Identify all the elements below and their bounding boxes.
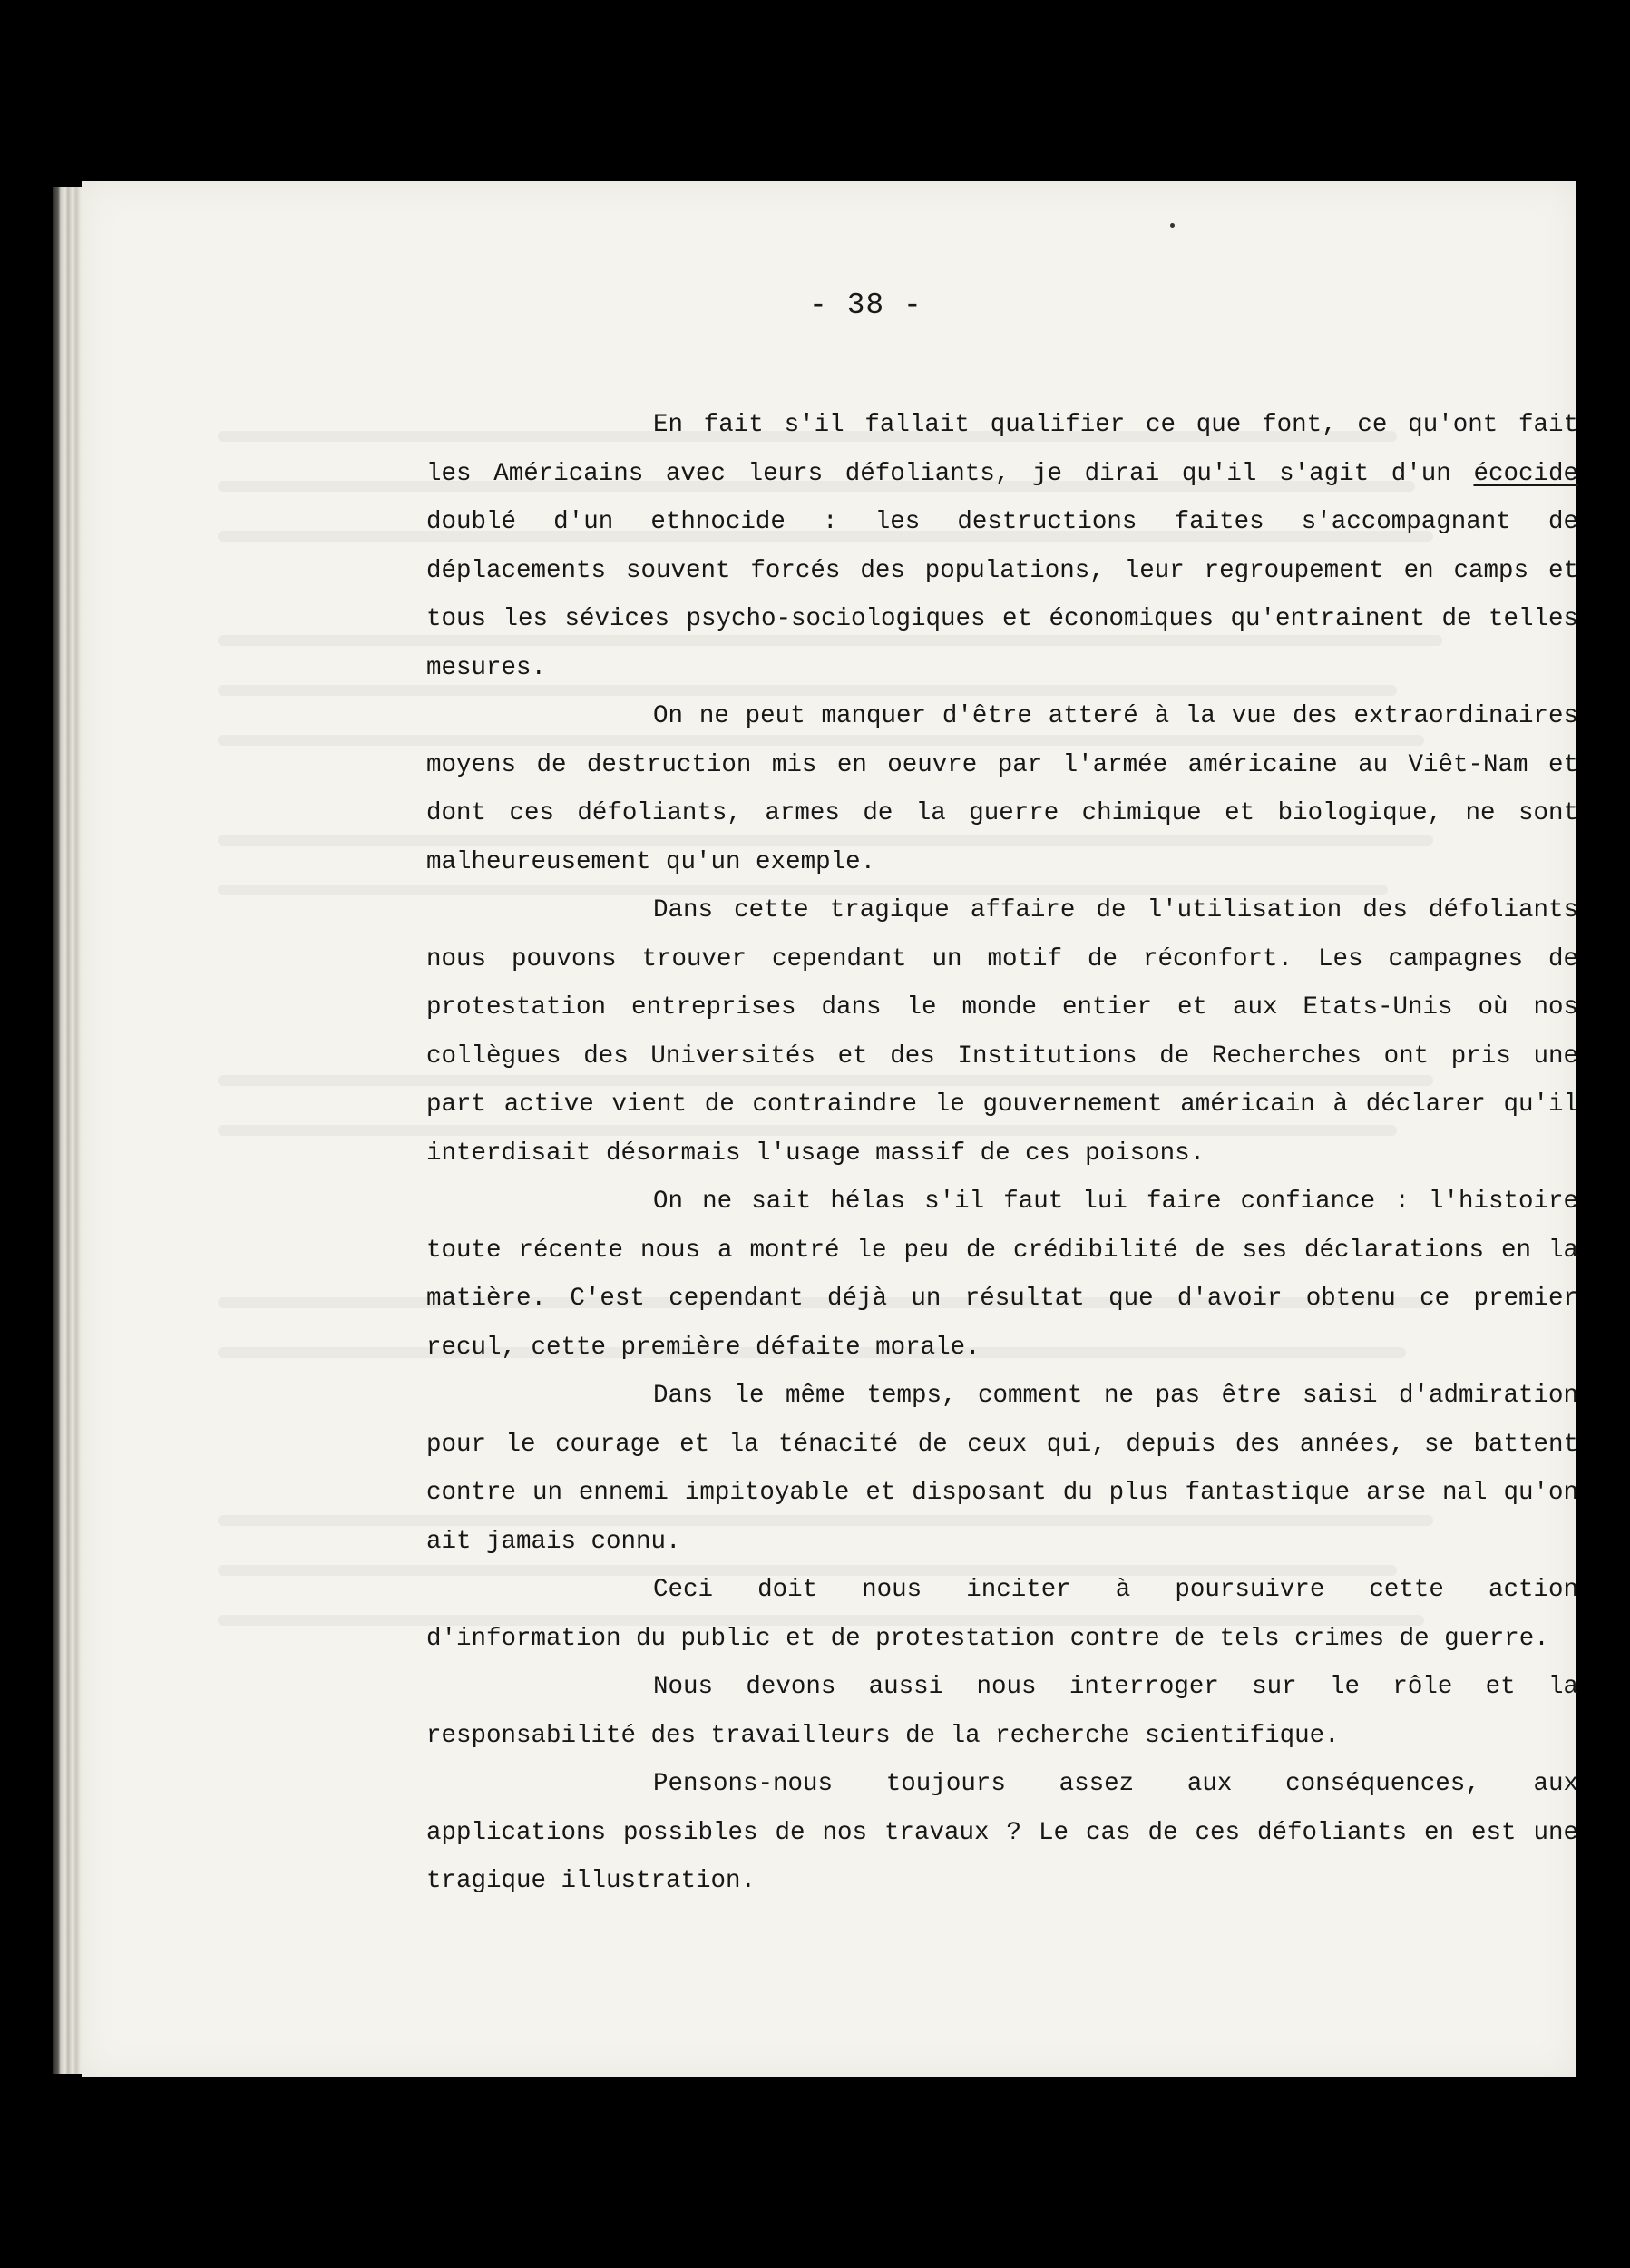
paragraph-6 — [426, 1566, 1578, 1663]
paragraph-2 — [426, 692, 1578, 886]
paragraph-3 — [426, 886, 1578, 1178]
body-text — [426, 401, 1578, 1906]
paragraph-4 — [426, 1178, 1578, 1372]
paragraph-1-underlined-word: écocide — [1473, 459, 1578, 488]
paragraph-8-text: Pensons-nous toujours assez aux conséquences, aux applications possibles de nos travaux ? Le cas de ces défoliants en est une tragique illustration. — [426, 1770, 1578, 1895]
paragraph-4-text: On ne sait hélas s'il faut lui faire confiance : l'histoire toute récente nous a montré le peu de crédibilité de ses déclarations en la matière. C'est cependant déjà un résultat que d'avoir obtenu ce premier recul, cette première défaite morale. — [426, 1188, 1578, 1362]
paragraph-8 — [426, 1760, 1578, 1906]
paragraph-1 — [426, 401, 1578, 692]
paragraph-2-text: On ne peut manquer d'être atteré à la vue des extraordinaires moyens de destruction mis en oeuvre par l'armée américaine au Viêt-Nam et dont ces défoliants, armes de la guerre chimique et biologique, ne sont malheureusement qu'un exemple. — [426, 702, 1578, 876]
paragraph-5-text: Dans le même temps, comment ne pas être saisi d'admiration pour le courage et la ténacité de ceux qui, depuis des années, se battent contre un ennemi impitoyable et disposant du plus fantastique arse nal qu'on ait jamais connu. — [426, 1382, 1578, 1556]
paragraph-7 — [426, 1663, 1578, 1760]
paragraph-3-text: Dans cette tragique affaire de l'utilisation des défoliants nous pouvons trouver cependant un motif de réconfort. Les campagnes de protestation entreprises dans le monde entier et aux Etats-Unis où nos collègues des Universités et des Institutions de Recherches ont pris une part active vient de contraindre le gouvernement américain à déclarer qu'il interdisait désormais l'usage massif de ces poisons. — [426, 896, 1578, 1168]
paragraph-1-text-after: doublé d'un ethnocide : les destructions faites s'accompagnant de déplacements souvent forcés des populations, leur regroupement en camps et tous les sévices psycho-sociologiques et économiques qu'entrainent de telles mesures. — [426, 508, 1578, 682]
page-number: - 38 - — [809, 288, 922, 322]
paragraph-5 — [426, 1372, 1578, 1566]
paragraph-7-text: Nous devons aussi nous interroger sur le rôle et la responsabilité des travailleurs de la recherche scientifique. — [426, 1673, 1578, 1750]
paragraph-1-text-before: En fait s'il fallait qualifier ce que font, ce qu'ont fait les Américains avec leurs défoliants, je dirai qu'il s'agit d'un — [426, 411, 1578, 488]
paragraph-6-text: Ceci doit nous inciter à poursuivre cette action d'information du public et de protestation contre de tels crimes de guerre. — [426, 1576, 1578, 1653]
ink-speck — [1170, 223, 1175, 228]
